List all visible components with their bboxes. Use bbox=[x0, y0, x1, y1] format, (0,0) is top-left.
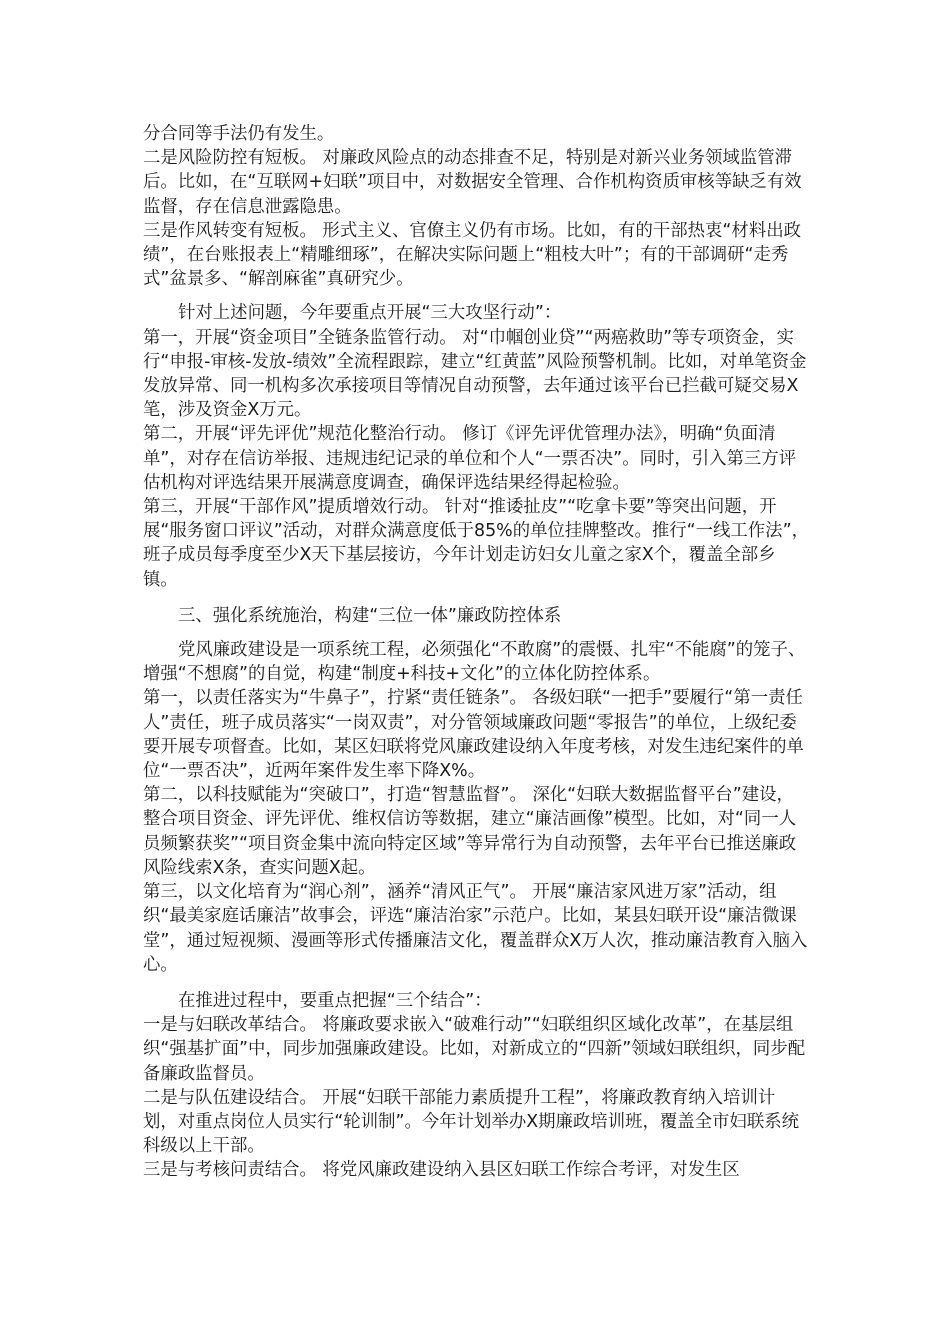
paragraph-responsibility: 第一，以责任落实为“牛鼻子”，拧紧“责任链条”。 各级妇联“一把手”要履行“第一责任人”责任，班子成员落实“一岗双责”，对分管领域廉政问题“零报告”的单位，上级纪委要开展专项督查。比如，某区妇联将党风廉政建设纳入年度考核，对发生违纪案件的单位“一票否决”，近两年案件发生率下降X%。 bbox=[143, 688, 804, 782]
paragraph-risk-control: 二是风险防控有短板。 对廉政风险点的动态排查不足，特别是对新兴业务领域监管滞后。比如，在“互联网+妇联”项目中，对数据安全管理、合作机构资质审核等缺乏有效监督，存在信息泄露隐患。 bbox=[143, 148, 802, 217]
paragraph-combination-team: 二是与队伍建设结合。 开展“妇联干部能力素质提升工程”，将廉政教育纳入培训计划，对重点岗位人员实行“轮训制”。今年计划举办X期廉政培训班，覆盖全市妇联系统科级以上干部。 bbox=[143, 1087, 799, 1157]
paragraph-action-cadres: 第三，开展“干部作风”提质增效行动。 针对“推诿扯皮”“吃拿卡要”等突出问题，开展“服务窗口评议”活动，对群众满意度低于85%的单位挂牌整改。推行“一线工作法”，班子成员每季度至少X天下基层接访，今年计划走访妇女儿童之家X个，覆盖全部乡镇。 bbox=[143, 497, 809, 590]
paragraph-three-combinations-intro: 在推进过程中，要重点把握“三个结合”： bbox=[178, 990, 492, 1011]
paragraph-continuation: 分合同等手法仍有发生。 bbox=[143, 124, 335, 144]
paragraph-three-actions-intro: 针对上述问题，今年要重点开展“三大攻坚行动”： bbox=[178, 303, 562, 324]
paragraph-work-style: 三是作风转变有短板。 形式主义、官僚主义仍有市场。比如，有的干部热衷“材料出政绩”，在台账报表上“精雕细琢”，在解决实际问题上“粗枝大叶”；有的干部调研“走秀式”盆景多、“解剖麻雀”真研究少。 bbox=[143, 220, 801, 290]
paragraph-system-intro: 党风廉政建设是一项系统工程，必须强化“不敢腐”的震慑、扎牢“不能腐”的笼子、增强“不想腐”的自觉，构建“制度+科技+文化”的立体化防控体系。 bbox=[143, 640, 806, 685]
paragraph-technology: 第二，以科技赋能为“突破口”，打造“智慧监督”。 深化“妇联大数据监督平台”建设，整合项目资金、评先评优、维权信访等数据，建立“廉洁画像”模型。比如，对“同一人员频繁获奖”“项目资金集中流向特定区域”等异常行为自动预警，去年平台已推送廉政风险线索X条，查实问题X起。 bbox=[143, 785, 797, 878]
paragraph-combination-assessment: 三是与考核问责结合。 将党风廉政建设纳入县区妇联工作综合考评，对发生区 bbox=[143, 1160, 740, 1181]
document-page bbox=[143, 122, 809, 1183]
paragraph-action-funds: 第一，开展“资金项目”全链条监管行动。 对“巾帼创业贷”“两癌救助”等专项资金，实行“申报-审核-发放-绩效”全流程跟踪，建立“红黄蓝”风险预警机制。比如，对单笔资金发放异常、同一机构多次承接项目等情况自动预警，去年通过该平台已拦截可疑交易X笔，涉及资金X万元。 bbox=[143, 327, 807, 421]
section-heading-three: 三、强化系统施治，构建“三位一体”廉政防控体系 bbox=[178, 605, 562, 626]
paragraph-action-awards: 第二，开展“评先评优”规范化整治行动。 修订《评先评优管理办法》，明确“负面清单”，对存在信访举报、违规违纪记录的单位和个人“一票否决”。同时，引入第三方评估机构对评选结果开展满意度调查，确保评选结果经得起检验。 bbox=[143, 424, 797, 493]
paragraph-combination-reform: 一是与妇联改革结合。 将廉政要求嵌入“破难行动”“妇联组织区域化改革”，在基层组织“强基扩面”中，同步加强廉政建设。比如，对新成立的“四新”领域妇联组织，同步配备廉政监督员。 bbox=[143, 1015, 806, 1084]
paragraph-culture: 第三，以文化培育为“润心剂”，涵养“清风正气”。 开展“廉洁家风进万家”活动，组织“最美家庭话廉洁”故事会，评选“廉洁治家”示范户。比如，某县妇联开设“廉洁微课堂”，通过短视频、漫画等形式传播廉洁文化，覆盖群众X万人次，推动廉洁教育入脑入心。 bbox=[143, 882, 808, 975]
